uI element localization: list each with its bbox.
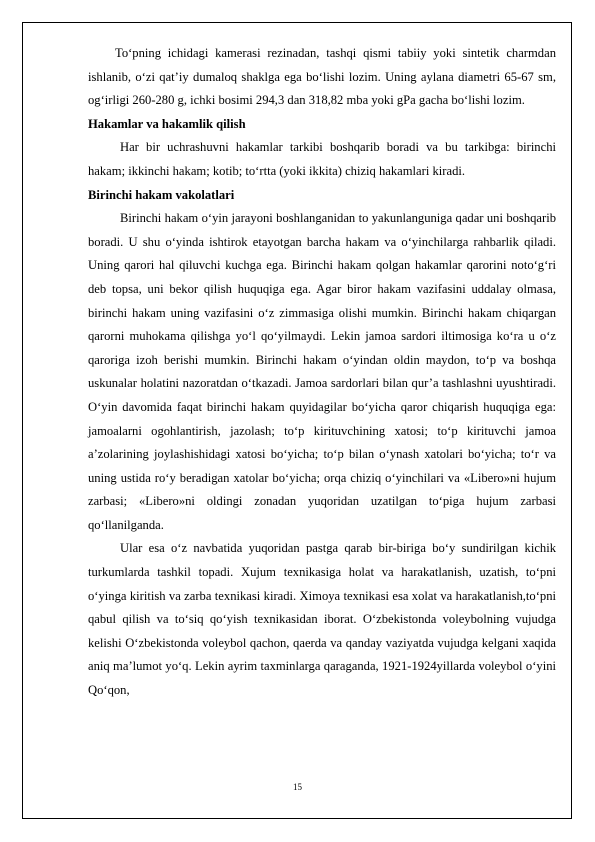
paragraph-referee-composition: Har bir uchrashuvni hakamlar tarkibi boshqarib boradi va bu tarkibga: birinchi hakam; ikkinchi hakam; kotib; to‘rtta (yoki ikkita) chiziq hakamlari kiradi. [88,140,556,178]
paragraph-technique-history: Ular esa o‘z navbatida yuqoridan pastga qarab bir-biriga bo‘y sundirilgan kichik turkumlarda tashkil topadi. Xujum texnikasiga holat va harakatlanish, uzatish, to‘pni o‘yinga kiritish va zarba texnikasi kiradi. Ximoya texnikasi esa xolat va harakatlanish,to‘pni qabul qilish va to‘siq qo‘yish texnikasidan iborat. O‘zbekistonda voleybolning vujudga kelishi O‘zbekistonda voleybol qachon, qaerda va qanday vaziyatda vujudga kelgani xaqida aniq ma’lumot yo‘q. Lekin ayrim taxminlarga qaraganda, 1921-1924yillarda voleybol o‘yini Qo‘qon, [88,541,556,698]
page-number: 15 [293,782,302,792]
heading-first-referee-powers: Birinchi hakam vakolatlari [88,187,235,202]
heading-referees: Hakamlar va hakamlik qilish [88,116,246,131]
paragraph-ball-specs: To‘pning ichidagi kamerasi rezinadan, tashqi qismi tabiiy yoki sintetik charmdan ishlanib, o‘zi qat’iy dumaloq shaklga ega bo‘lishi lozim. Uning aylana diametri 65-67 sm, og‘irligi 260-280 g, ichki bosimi 294,3 dan 318,82 mba yoki gPa gacha bo‘lishi lozim. [88,46,556,108]
document-body [88,42,556,703]
paragraph-first-referee-duties: Birinchi hakam o‘yin jarayoni boshlanganidan to yakunlanguniga qadar uni boshqarib boradi. U shu o‘yinda ishtirok etayotgan barcha hakam va o‘yinchilarga rahbarlik qiladi. Uning qarori hal qiluvchi kuchga ega. Birinchi hakam qolgan hakamlar qarorini noto‘g‘ri deb topsa, uni bekor qilish huquqiga ega. Agar biror hakam vazifasini uddalay olmasa, birinchi hakam uning vazifasini o‘z zimmasiga olishi mumkin. Birinchi hakam chiqargan qarorni muhokama qilishga yo‘l qo‘yilmaydi. Lekin jamoa sardori iltimosiga ko‘ra u o‘z qaroriga izoh berishi mumkin. Birinchi hakam o‘yindan oldin maydon, to‘p va boshqa uskunalar holatini nazoratdan o‘tkazadi. Jamoa sardorlari bilan qur’a tashlashni uyushtiradi. O‘yin davomida faqat birinchi hakam quyidagilar bo‘yicha qaror chiqarish huquqiga ega: jamoalarni ogohlantirish, jazolash; to‘p kirituvchining xatosi; to‘p kirituvchi jamoa a’zolarining joylashishidagi xatosi bo‘yicha; to‘p bilan o‘ynash xatolari bo‘yicha; to‘r va uning ustida ro‘y beradigan xatolar bo‘yicha; orqa chiziq o‘yinchilari va «Libero»ni hujum zarbasi; «Libero»ni oldingi zonadan yuqoridan uzatilgan to‘piga hujum zarbasi qo‘llanilganda. [88,211,556,532]
